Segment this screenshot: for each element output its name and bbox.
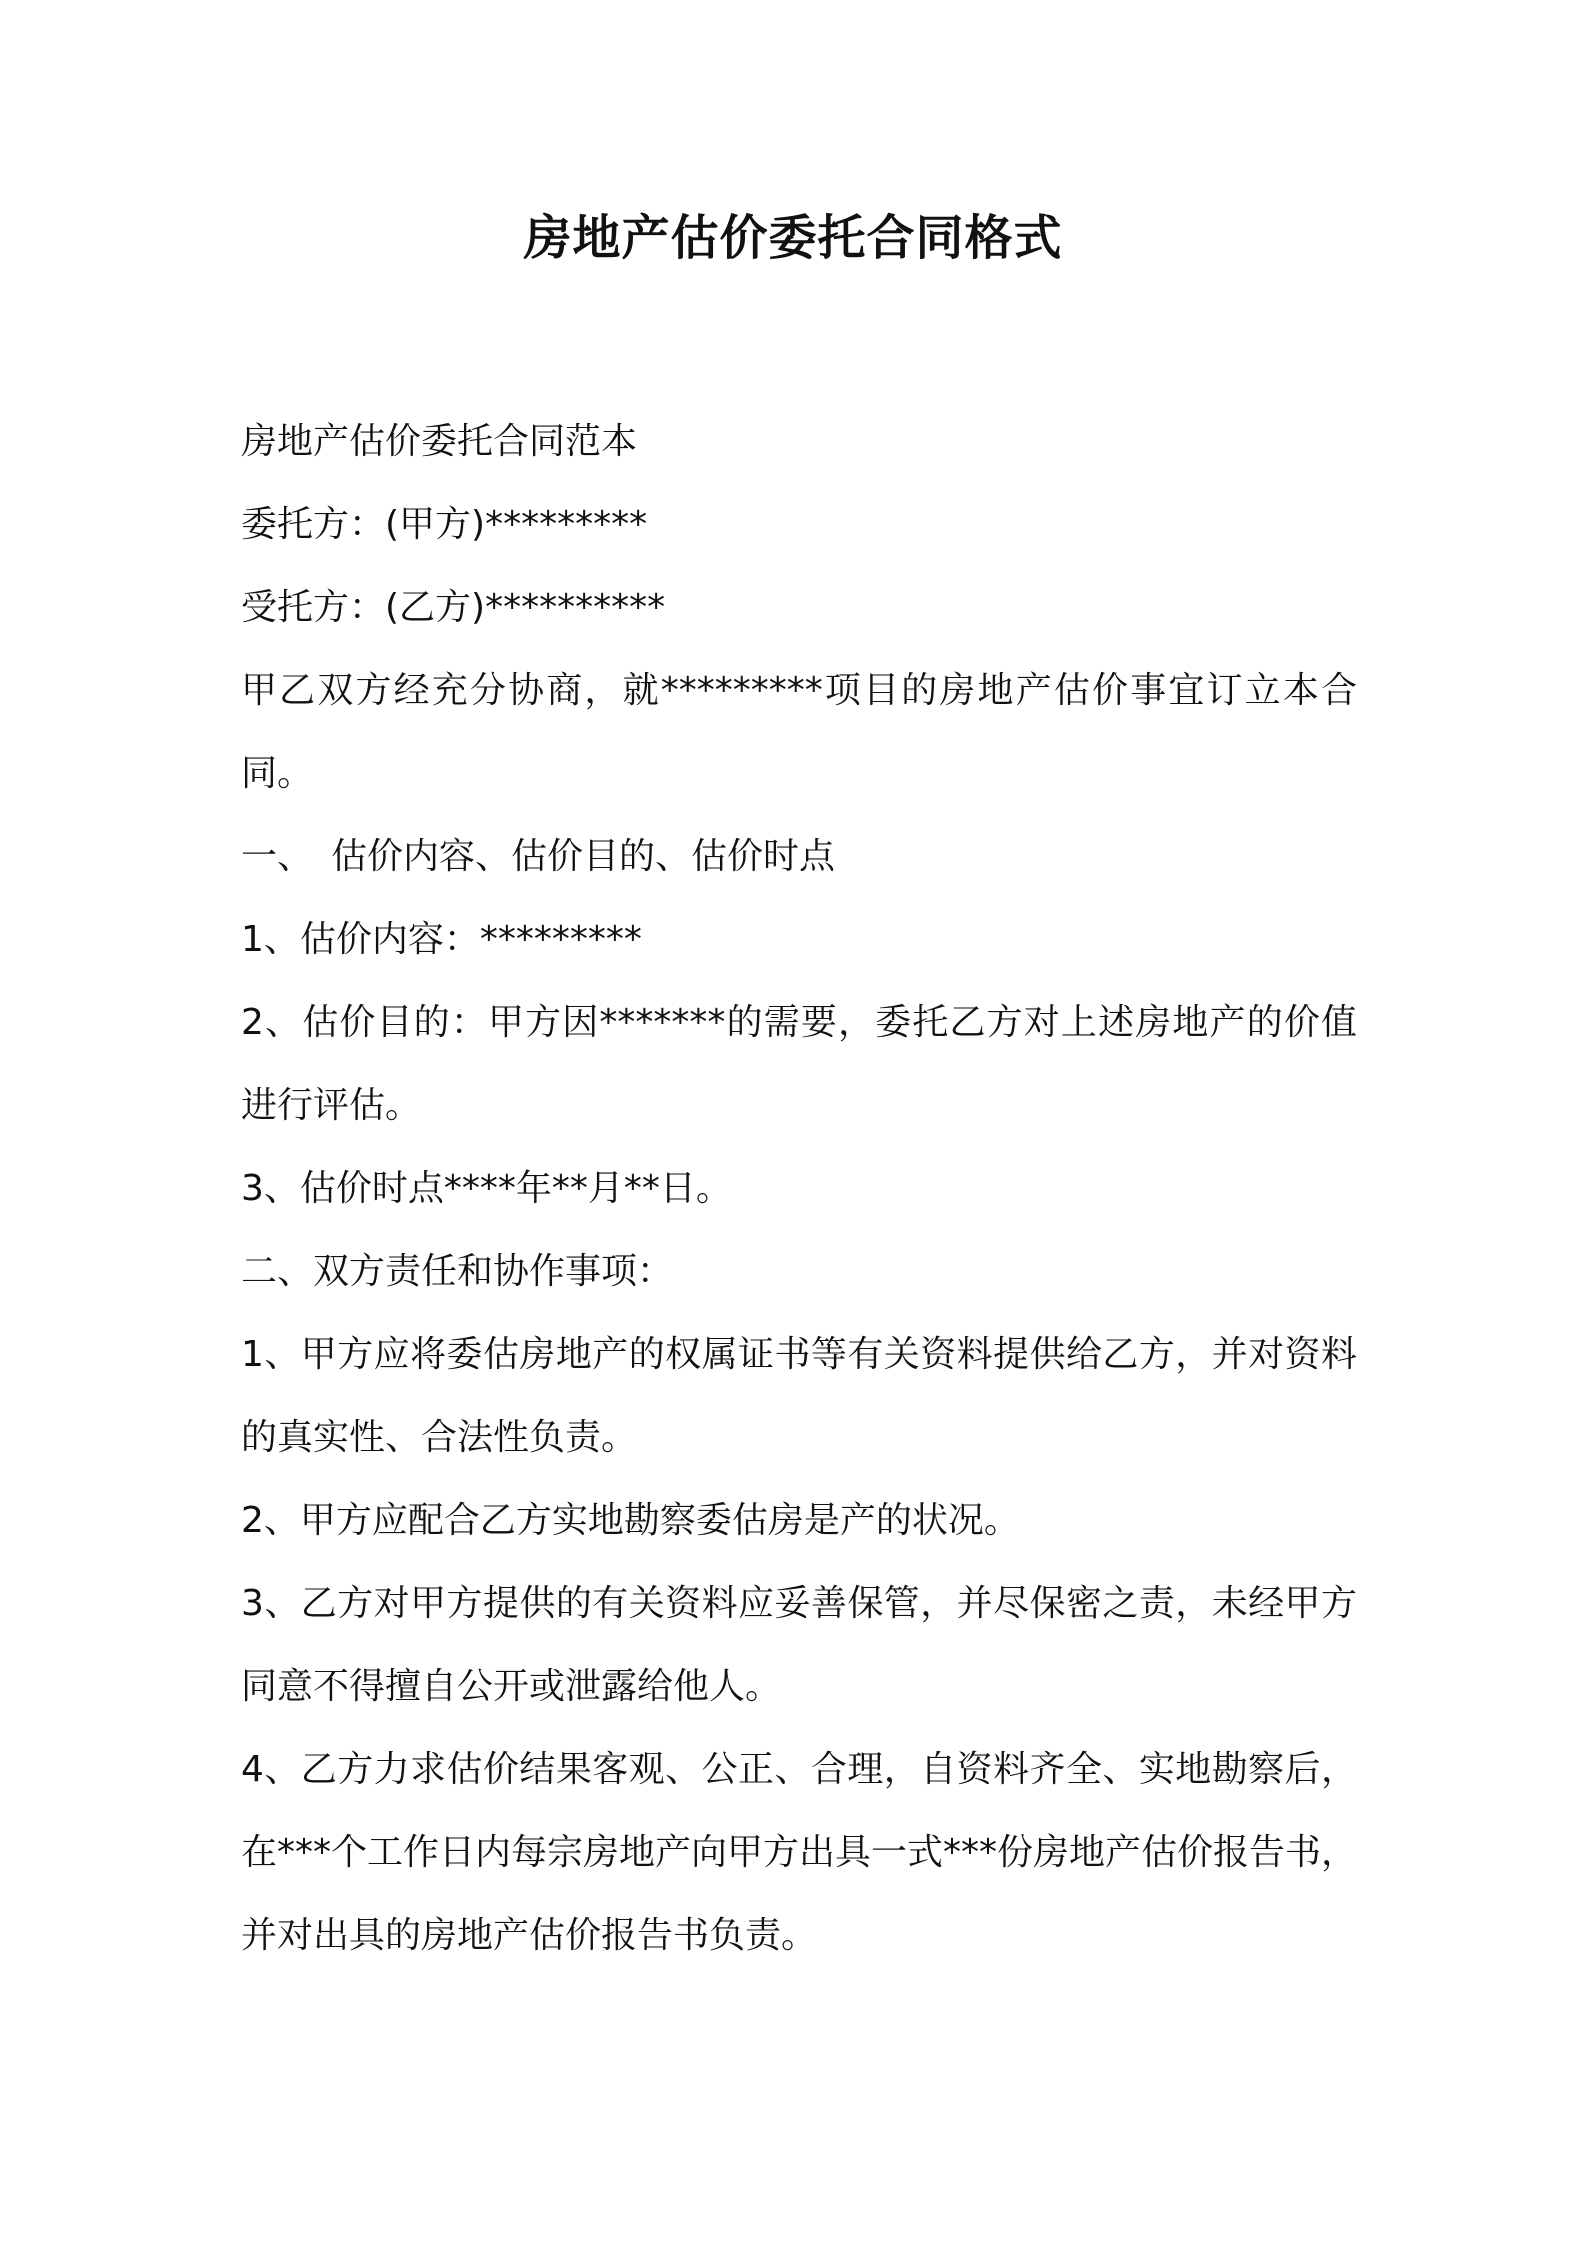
paragraph-item: 2、甲方应配合乙方实地勘察委估房是产的状况。 <box>241 1500 1020 1541</box>
section-heading-2: 二、双方责任和协作事项： <box>241 1251 674 1292</box>
paragraph-preamble: 甲乙双方经充分协商，就*********项目的房地产估价事宜订立本合同。 <box>241 670 1357 794</box>
document-title: 房地产估价委托合同格式 <box>523 210 1063 266</box>
section-heading-1: 一、 估价内容、估价目的、估价时点 <box>241 836 836 877</box>
paragraph-item: 1、甲方应将委估房地产的权属证书等有关资料提供给乙方，并对资料的真实性、合法性负责。 <box>241 1334 1357 1458</box>
paragraph-item: 3、估价时点****年**月**日。 <box>241 1168 732 1209</box>
paragraph-item: 1、估价内容：********* <box>241 919 642 960</box>
paragraph-subtitle: 房地产估价委托合同范本 <box>241 421 638 462</box>
document-body <box>241 400 1357 1977</box>
paragraph-trustee: 受托方：(乙方)********** <box>241 587 666 628</box>
paragraph-item: 4、乙方力求估价结果客观、公正、合理，自资料齐全、实地勘察后，在***个工作日内每宗房地产向甲方出具一式***份房地产估价报告书，并对出具的房地产估价报告书负责。 <box>241 1749 1358 1956</box>
paragraph-client: 委托方：(甲方)********* <box>241 504 648 545</box>
paragraph-item: 2、估价目的：甲方因*******的需要，委托乙方对上述房地产的价值进行评估。 <box>241 1002 1357 1126</box>
paragraph-item: 3、乙方对甲方提供的有关资料应妥善保管，并尽保密之责，未经甲方同意不得擅自公开或泄露给他人。 <box>241 1583 1357 1707</box>
